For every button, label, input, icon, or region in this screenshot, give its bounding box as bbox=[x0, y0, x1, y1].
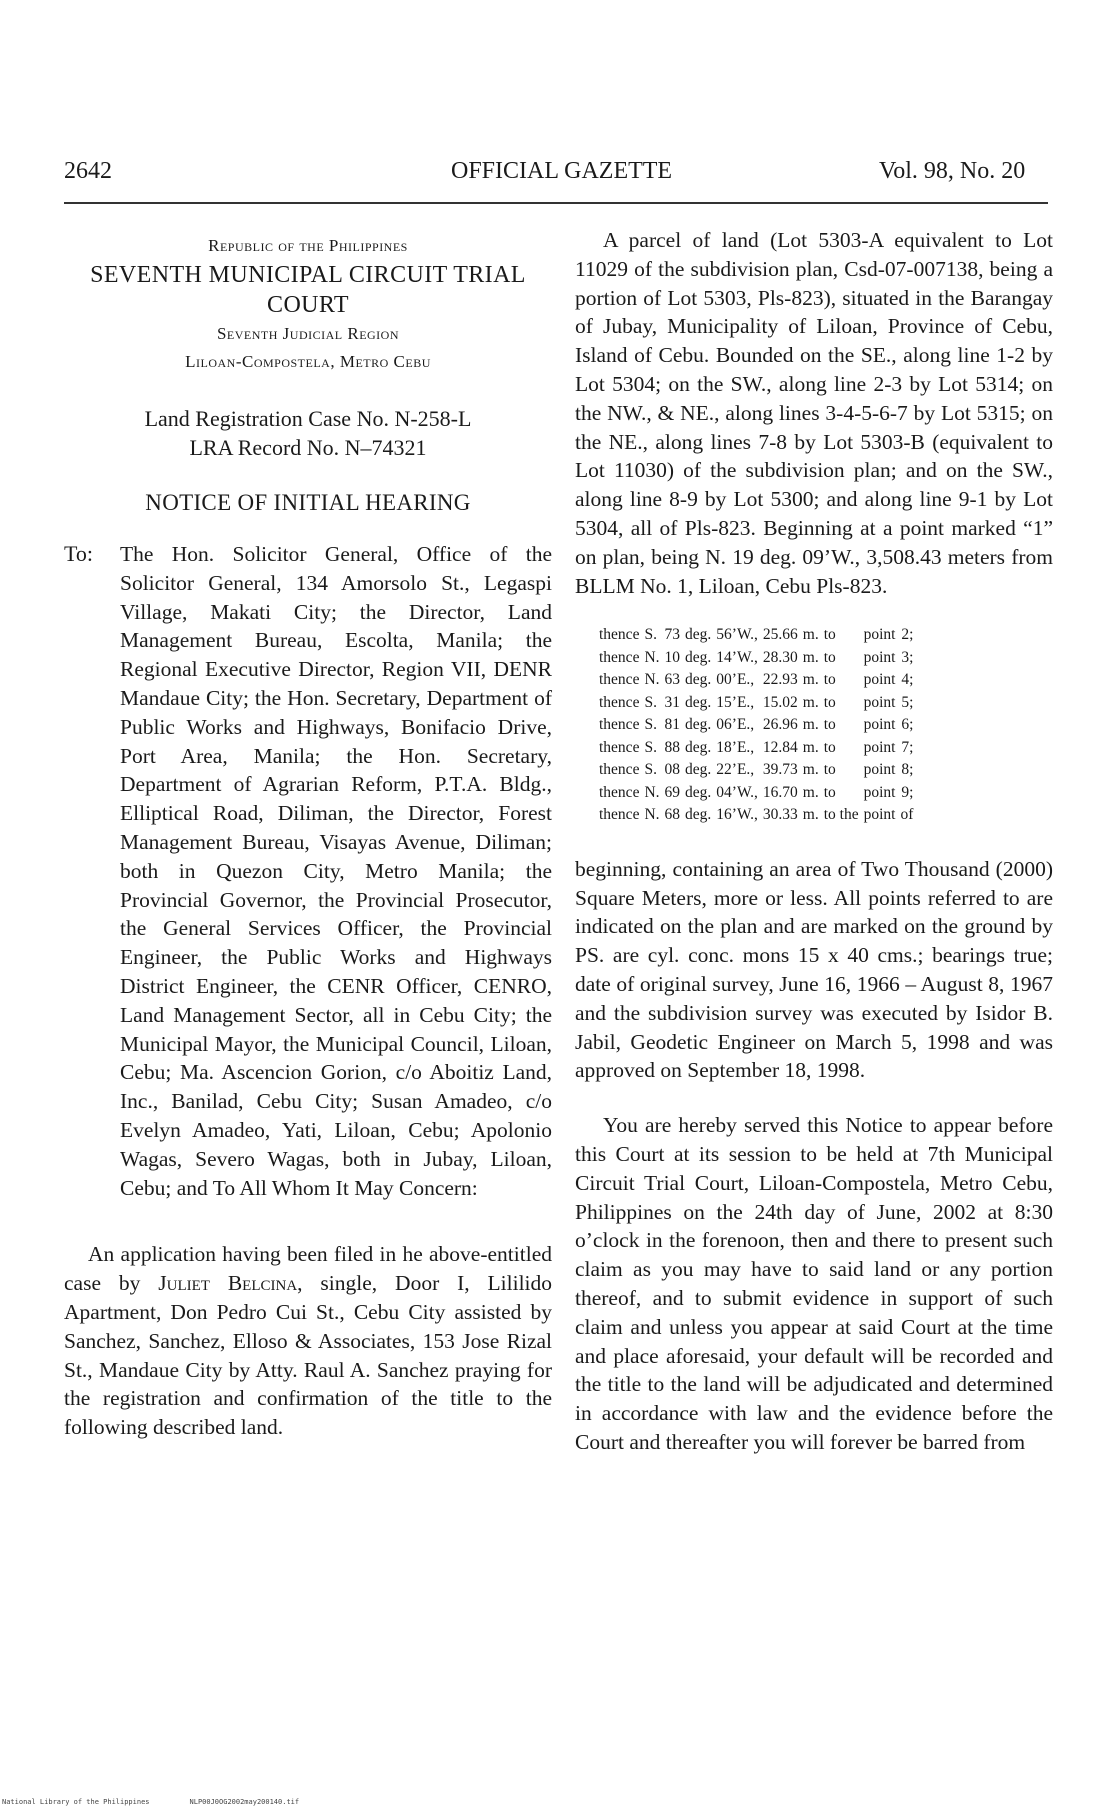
bearing-point-word: point bbox=[863, 806, 896, 824]
court-name-line2: COURT bbox=[267, 292, 349, 318]
bearing-minutes: 04’W., bbox=[716, 783, 758, 801]
bearing-word: thence bbox=[599, 783, 640, 801]
hearing-paragraph: You are hereby served this Notice to appear before this Court at its session to be held at 7th Municipal Circuit Trial Court, Liloan-Compostela, Metro Cebu, Philippines on the 24th day of June, 2002 at 8:30 o’clock in the forenoon, then and there to present such claim as you may have to said land or any portion thereof, and to submit evidence in support of such claim and unless you appear at said Court at the time and place aforesaid, your default will be recorded and the title to the land will be adjudicated and determined in accordance with law and the evidence before the Court and thereafter you will forever be barred from bbox=[575, 1113, 1053, 1454]
library-credit: National Library of the Philippines bbox=[2, 1798, 150, 1806]
court-name-line1: SEVENTH MUNICIPAL CIRCUIT TRIAL bbox=[90, 262, 526, 288]
bearing-minutes: 00’E., bbox=[716, 671, 755, 689]
applicant-name: Juliet Belcina bbox=[158, 1271, 298, 1296]
judicial-region: Seventh Judicial Region bbox=[216, 324, 400, 343]
survey-row bbox=[599, 804, 918, 827]
bearing-degrees: 63 bbox=[664, 671, 681, 689]
bearing-word: thence bbox=[599, 761, 640, 779]
survey-row bbox=[599, 692, 918, 715]
bearing-degrees: 81 bbox=[664, 716, 681, 734]
bearing-direction: S. bbox=[644, 626, 657, 644]
page-number: 2642 bbox=[64, 158, 112, 184]
bearing-word: thence bbox=[599, 648, 640, 666]
bearing-deg-unit: deg. bbox=[685, 626, 712, 644]
bearing-meter-unit: m. bbox=[802, 671, 819, 689]
addressees-block bbox=[64, 540, 552, 1202]
bearing-direction: S. bbox=[644, 693, 657, 711]
bearing-deg-unit: deg. bbox=[685, 648, 712, 666]
bearing-meter-unit: m. bbox=[802, 626, 819, 644]
bearing-distance: 22.93 bbox=[762, 671, 798, 689]
bearing-degrees: 31 bbox=[664, 693, 681, 711]
notice-title: NOTICE OF INITIAL HEARING bbox=[145, 490, 471, 515]
bearing-meter-unit: m. bbox=[802, 783, 819, 801]
addressees-text: The Hon. Solicitor General, Office of the Solicitor General, 134 Amorsolo St., Legaspi Village, Makati City; the Director, Land Management Bureau, Escolta, Manila; the Regional Executive Director, Region VII, DENR Mandaue City; the Hon. Secretary, Department of Public Works and Highways, Bonifacio Drive, Port Area, Manila; the Hon. Secretary, Department of Agrarian Reform, P.T.A. Bldg., Elliptical Road, Diliman, the Director, Forest Management Bureau, Visayas Avenue, Diliman; both in Quezon City, Metro Manila; the Provincial Governor, the Provincial Prosecutor, the General Services Officer, the Provincial Engineer, the Public Works and Highways District Engineer, the CENR Officer, CENRO, Land Management Sector, all in Cebu City; the Municipal Mayor, the Municipal Council, Liloan, Cebu; Ma. Ascencion Gorion, c/o Aboitiz Land, Inc., Banilad, Cebu City; Susan Amadeo, c/o Evelyn Amadeo, Yati, Liloan, Cebu; Apolonio Wagas, Severo Wagas, both in Jubay, Liloan, Cebu; and To All Whom It May Concern: bbox=[120, 542, 552, 1200]
bearing-point-word: point bbox=[863, 693, 896, 711]
bearing-minutes: 56’W., bbox=[716, 626, 758, 644]
bearing-distance: 30.33 bbox=[762, 806, 798, 824]
bearing-direction: N. bbox=[644, 648, 660, 666]
bearing-point-number: 3; bbox=[901, 648, 914, 666]
to-label: To: bbox=[64, 541, 94, 566]
right-column bbox=[575, 226, 1053, 1457]
volume-info: Vol. 98, No. 20 bbox=[879, 158, 1026, 184]
bearing-to: to bbox=[823, 693, 836, 711]
bearing-word: thence bbox=[599, 671, 640, 689]
lra-record-number: LRA Record No. N–74321 bbox=[189, 435, 427, 460]
bearing-point-number: 9; bbox=[901, 783, 914, 801]
bearing-point-number: 2; bbox=[901, 626, 914, 644]
publication-title: OFFICIAL GAZETTE bbox=[451, 158, 673, 184]
bearing-distance: 15.02 bbox=[762, 693, 798, 711]
bearing-to: to bbox=[823, 648, 836, 666]
bearing-direction: N. bbox=[644, 783, 660, 801]
bearing-point-number: 5; bbox=[901, 693, 914, 711]
bearing-direction: N. bbox=[644, 671, 660, 689]
survey-row bbox=[599, 782, 918, 805]
area-paragraph: beginning, containing an area of Two Thousand (2000) Square Meters, more or less. All points referred to are indicated on the plan and are marked on the ground by PS. are cyl. conc. mons 15 x 40 cms.; bearings true; date of original survey, June 16, 1966 – August 8, 1967 and the subdivision survey was executed by Isidor B. Jabil, Geodetic Engineer on March 5, 1998 and was approved on September 18, 1998. bbox=[575, 856, 1053, 1083]
case-info bbox=[64, 404, 552, 462]
bearing-point-word: point bbox=[863, 761, 896, 779]
bearing-degrees: 68 bbox=[664, 806, 681, 824]
republic-line: Republic of the Philippines bbox=[208, 236, 408, 255]
bearing-meter-unit: m. bbox=[802, 716, 819, 734]
bearing-word: thence bbox=[599, 738, 640, 756]
parcel-description: A parcel of land (Lot 5303-A equivalent to Lot 11029 of the subdivision plan, Csd-07-007138, being a portion of Lot 5303, Pls-823), situated in the Barangay of Jubay, Municipality of Liloan, Province of Cebu, Island of Cebu. Bounded on the SE., along line 1-2 by Lot 5304; on the SW., along line 2-3 by Lot 5314; on the NW., & NE., along lines 3-4-5-6-7 by Lot 5315; on the NE., along lines 7-8 by Lot 5303-B (equivalent to Lot 11030) of the subdivision plan; and on the SW., along line 8-9 by Lot 5300; and along line 9-1 by Lot 5304, all of Pls-823. Beginning at a point marked “1” on plan, being N. 19 deg. 09’W., 3,508.43 meters from BLLM No. 1, Liloan, Cebu Pls-823. bbox=[575, 228, 1053, 598]
bearing-degrees: 10 bbox=[664, 648, 681, 666]
bearing-to: to bbox=[823, 783, 836, 801]
bearing-distance: 12.84 bbox=[762, 738, 798, 756]
bearing-to: to bbox=[823, 738, 836, 756]
bearing-direction: S. bbox=[644, 738, 657, 756]
scan-file-name: NLP00J0OG2002may200140.tif bbox=[189, 1798, 300, 1806]
bearing-distance: 25.66 bbox=[762, 626, 798, 644]
bearing-direction: S. bbox=[644, 716, 657, 734]
bearing-to: to bbox=[823, 716, 836, 734]
bearing-point-word: point bbox=[863, 783, 896, 801]
bearing-deg-unit: deg. bbox=[685, 716, 712, 734]
bearing-meter-unit: m. bbox=[802, 738, 819, 756]
bearing-point-number: 4; bbox=[901, 671, 914, 689]
bearing-distance: 16.70 bbox=[762, 783, 798, 801]
bearing-point-word: point bbox=[863, 648, 896, 666]
bearing-distance: 39.73 bbox=[762, 761, 798, 779]
bearing-point-word: point bbox=[863, 738, 896, 756]
header-rule bbox=[64, 202, 1048, 204]
bearing-minutes: 15’E., bbox=[716, 693, 755, 711]
survey-bearings-table bbox=[599, 624, 918, 827]
bearing-degrees: 73 bbox=[664, 626, 681, 644]
bearing-minutes: 22’E., bbox=[716, 761, 755, 779]
survey-row bbox=[599, 759, 918, 782]
bearing-degrees: 88 bbox=[664, 738, 681, 756]
bearing-point-word: point bbox=[863, 626, 896, 644]
survey-row bbox=[599, 737, 918, 760]
bearing-meter-unit: m. bbox=[802, 648, 819, 666]
survey-row bbox=[599, 624, 918, 647]
bearing-point-word: point bbox=[863, 671, 896, 689]
bearing-deg-unit: deg. bbox=[685, 671, 712, 689]
bearing-minutes: 18’E., bbox=[716, 738, 755, 756]
bearing-to: to bbox=[823, 761, 836, 779]
bearing-minutes: 14’W., bbox=[716, 648, 758, 666]
bearing-word: thence bbox=[599, 626, 640, 644]
bearing-degrees: 69 bbox=[664, 783, 681, 801]
case-number: Land Registration Case No. N-258-L bbox=[144, 406, 472, 431]
court-location: Liloan-Compostela, Metro Cebu bbox=[185, 352, 431, 371]
bearing-distance: 28.30 bbox=[762, 648, 798, 666]
survey-row bbox=[599, 647, 918, 670]
bearing-word: thence bbox=[599, 693, 640, 711]
bearing-to: to the bbox=[823, 806, 859, 824]
bearing-degrees: 08 bbox=[664, 761, 681, 779]
bearing-deg-unit: deg. bbox=[685, 761, 712, 779]
survey-row bbox=[599, 714, 918, 737]
bearing-deg-unit: deg. bbox=[685, 783, 712, 801]
scan-footer bbox=[2, 1798, 299, 1806]
bearing-minutes: 16’W., bbox=[716, 806, 758, 824]
bearing-word: thence bbox=[599, 716, 640, 734]
bearing-to: to bbox=[823, 626, 836, 644]
bearing-word: thence bbox=[599, 806, 640, 824]
bearing-deg-unit: deg. bbox=[685, 806, 712, 824]
bearing-direction: N. bbox=[644, 806, 660, 824]
bearing-point-number: 8; bbox=[901, 761, 914, 779]
bearing-direction: S. bbox=[644, 761, 657, 779]
left-column bbox=[64, 232, 552, 1442]
bearing-to: to bbox=[823, 671, 836, 689]
bearing-meter-unit: m. bbox=[802, 806, 819, 824]
application-paragraph bbox=[64, 1240, 552, 1442]
bearing-deg-unit: deg. bbox=[685, 738, 712, 756]
bearing-point-word: point bbox=[863, 716, 896, 734]
application-text-before: An application having been filed in he above-entitled case by bbox=[64, 1242, 552, 1296]
bearing-meter-unit: m. bbox=[802, 761, 819, 779]
bearing-distance: 26.96 bbox=[762, 716, 798, 734]
bearing-point-number: of bbox=[900, 806, 914, 824]
bearing-point-number: 6; bbox=[901, 716, 914, 734]
bearing-point-number: 7; bbox=[901, 738, 914, 756]
survey-row bbox=[599, 669, 918, 692]
bearing-meter-unit: m. bbox=[802, 693, 819, 711]
bearing-minutes: 06’E., bbox=[716, 716, 755, 734]
application-text-after: , single, Door I, Lililido Apartment, Don Pedro Cui St., Cebu City assisted by Sanchez, Sanchez, Elloso & Associates, 153 Jose Rizal St., Mandaue City by Atty. Raul A. Sanchez praying for the registration and confirmation of the title to the following described land. bbox=[64, 1271, 553, 1440]
bearing-deg-unit: deg. bbox=[685, 693, 712, 711]
